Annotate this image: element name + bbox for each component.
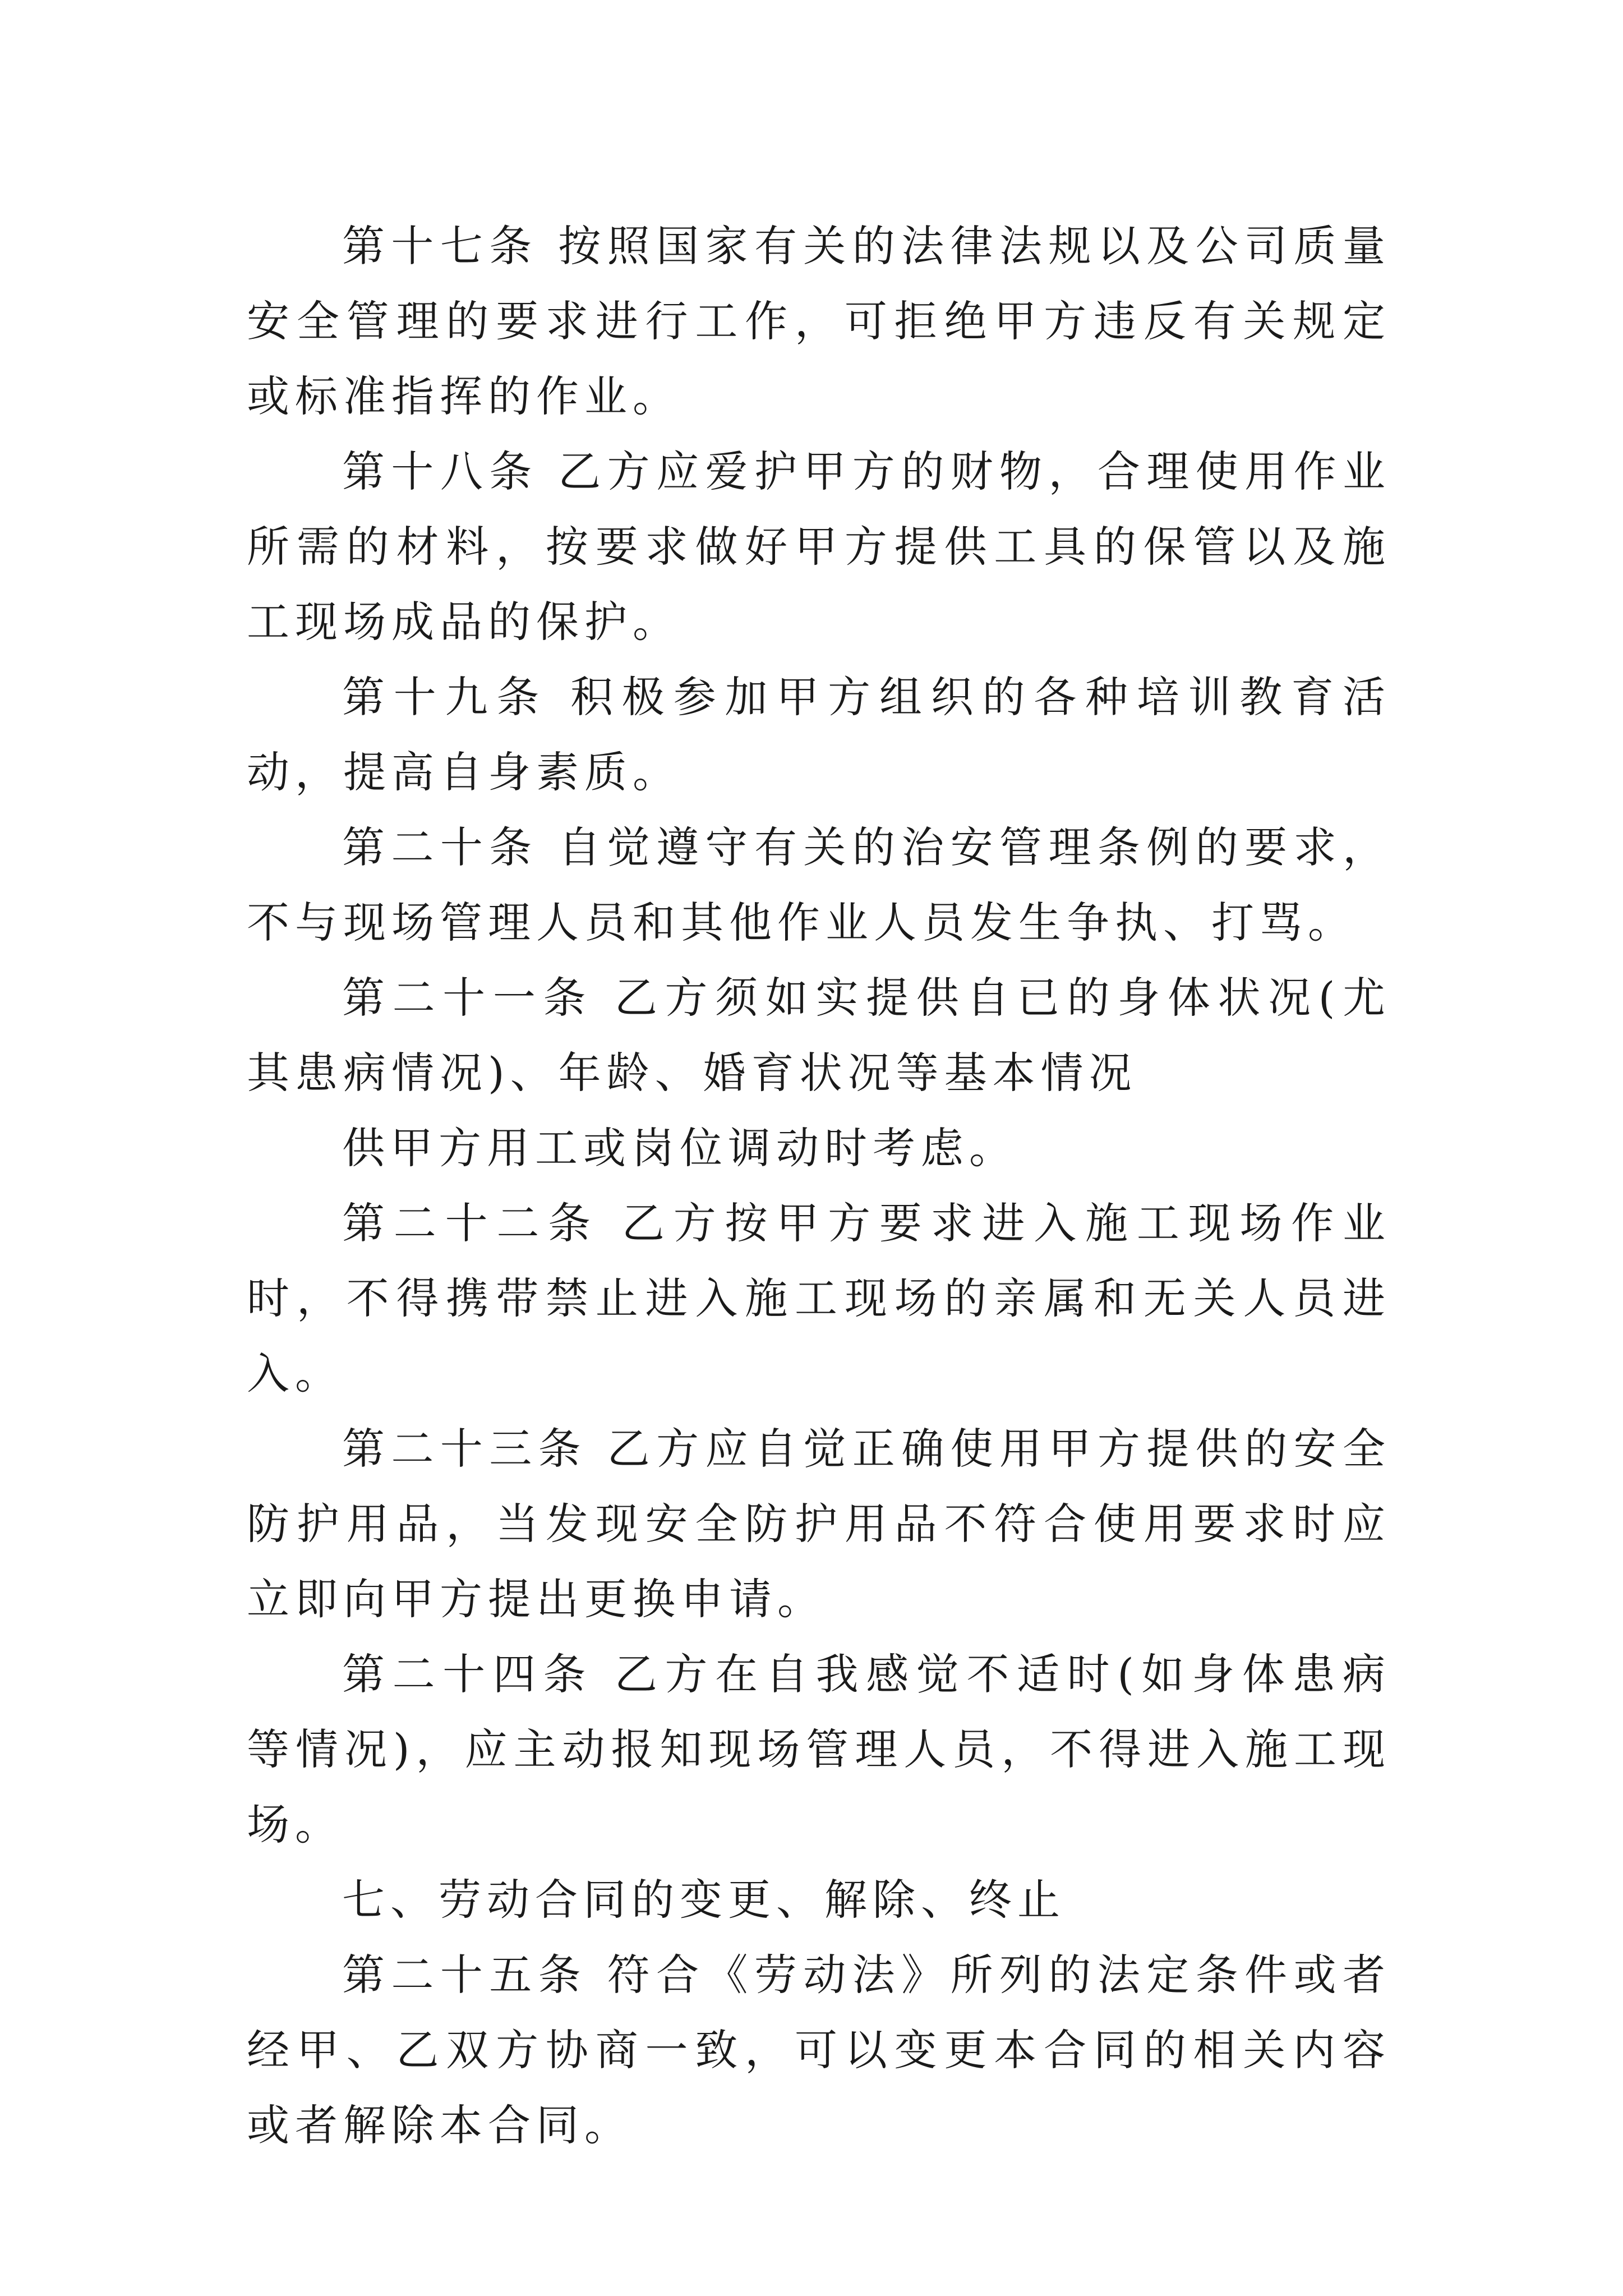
document-body bbox=[247, 209, 1391, 2163]
article-25: 第二十五条 符合《劳动法》所列的法定条件或者经甲、乙双方协商一致，可以变更本合同的相关内容或者解除本合同。 bbox=[247, 1950, 1391, 2150]
section-heading-7: 七、劳动合同的变更、解除、终止 bbox=[342, 1875, 1066, 1925]
article-22: 第二十二条 乙方按甲方要求进入施工现场作业时，不得携带禁止进入施工现场的亲属和无关人员进入。 bbox=[247, 1198, 1391, 1398]
article-20: 第二十条 自觉遵守有关的治安管理条例的要求，不与现场管理人员和其他作业人员发生争执、打骂。 bbox=[247, 822, 1391, 947]
article-19: 第十九条 积极参加甲方组织的各种培训教育活动，提高自身素质。 bbox=[247, 672, 1391, 797]
article-21: 第二十一条 乙方须如实提供自已的身体状况(尤其患病情况)、年龄、婚育状况等基本情况 bbox=[247, 973, 1391, 1098]
article-21-continuation: 供甲方用工或岗位调动时考虑。 bbox=[342, 1123, 1017, 1173]
article-23: 第二十三条 乙方应自觉正确使用甲方提供的安全防护用品，当发现安全防护用品不符合使用要求时应立即向甲方提出更换申请。 bbox=[247, 1424, 1391, 1624]
article-18: 第十八条 乙方应爱护甲方的财物，合理使用作业所需的材料，按要求做好甲方提供工具的保管以及施工现场成品的保护。 bbox=[247, 447, 1391, 647]
article-24: 第二十四条 乙方在自我感觉不适时(如身体患病等情况)，应主动报知现场管理人员，不得进入施工现场。 bbox=[247, 1649, 1391, 1849]
article-17: 第十七条 按照国家有关的法律法规以及公司质量安全管理的要求进行工作，可拒绝甲方违反有关规定或标准指挥的作业。 bbox=[247, 221, 1391, 421]
